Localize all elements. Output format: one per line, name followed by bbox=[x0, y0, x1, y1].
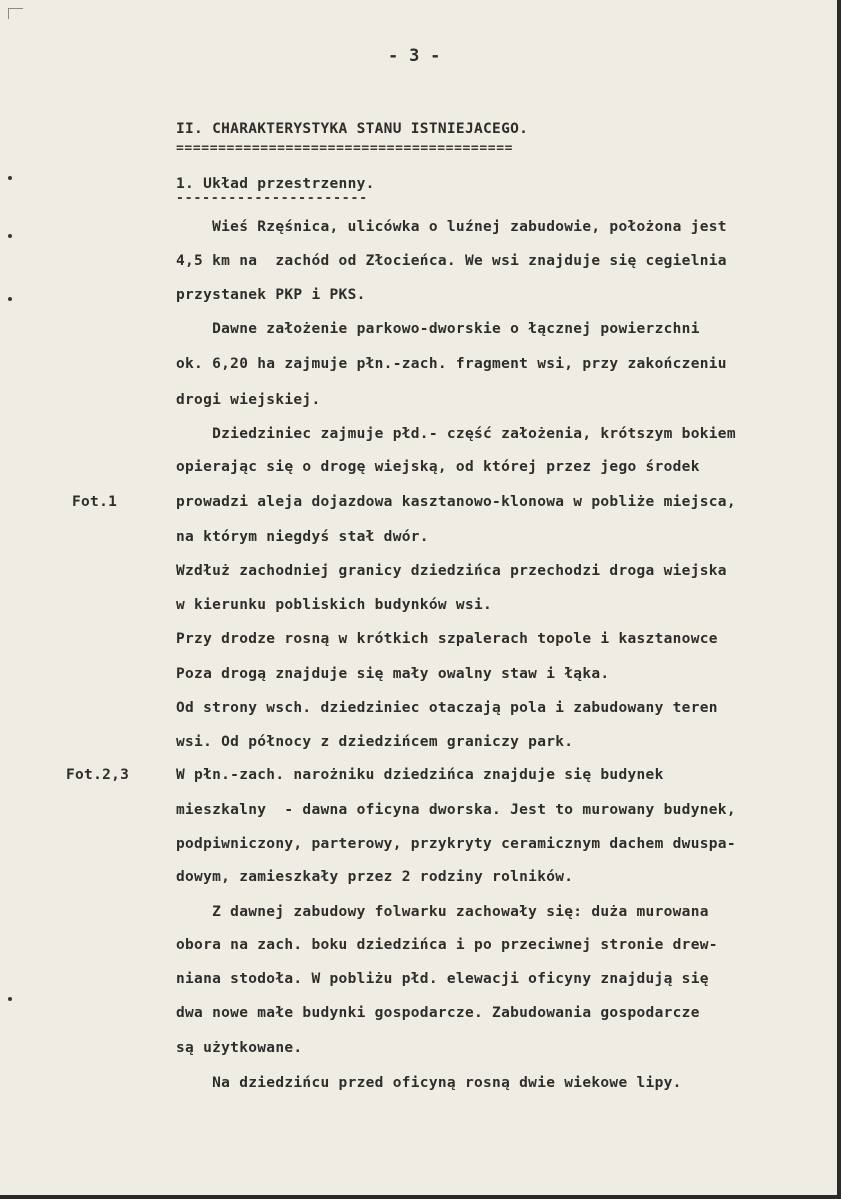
text-line: Na dziedzińcu przed oficyną rosną dwie wiekowe lipy. bbox=[176, 1075, 682, 1091]
margin-dot bbox=[8, 297, 12, 301]
section-title-underline: ======================================== bbox=[176, 141, 514, 156]
text-line: wsi. Od północy z dziedzińcem graniczy park. bbox=[176, 734, 574, 750]
text-line: na którym niegdyś stał dwór. bbox=[176, 529, 429, 545]
text-line: Poza drogą znajduje się mały owalny staw i łąka. bbox=[176, 666, 610, 682]
text-line: mieszkalny - dawna oficyna dworska. Jest to murowany budynek, bbox=[176, 802, 736, 818]
section-title: II. CHARAKTERYSTYKA STANU ISTNIEJACEGO. bbox=[176, 121, 529, 137]
text-line: Przy drodze rosną w krótkich szpalerach topole i kasztanowce bbox=[176, 631, 718, 647]
page-number: - 3 - bbox=[388, 46, 441, 66]
text-line: opierając się o drogę wiejską, od której przez jego środek bbox=[176, 459, 700, 475]
text-line: w kierunku pobliskich budynków wsi. bbox=[176, 597, 493, 613]
margin-note-fot23: Fot.2,3 bbox=[66, 767, 130, 783]
text-line: są użytkowane. bbox=[176, 1040, 303, 1056]
text-line: Z dawnej zabudowy folwarku zachowały się: duża murowana bbox=[176, 904, 709, 920]
text-line: Wieś Rzęśnica, ulicówka o luźnej zabudowie, położona jest bbox=[176, 219, 727, 235]
margin-note-fot1: Fot.1 bbox=[72, 494, 118, 510]
text-line: przystanek PKP i PKS. bbox=[176, 287, 366, 303]
margin-dot bbox=[8, 234, 12, 238]
text-line: niana stodoła. W pobliżu płd. elewacji oficyny znajdują się bbox=[176, 971, 709, 987]
subsection-title: 1. Układ przestrzenny. bbox=[176, 176, 375, 192]
text-line: 4,5 km na zachód od Złocieńca. We wsi znajduje się cegielnia bbox=[176, 253, 727, 269]
text-line: W płn.-zach. narożniku dziedzińca znajduje się budynek bbox=[176, 767, 664, 783]
text-line: dwa nowe małe budynki gospodarcze. Zabudowania gospodarcze bbox=[176, 1005, 700, 1021]
text-line: drogi wiejskiej. bbox=[176, 392, 321, 408]
text-line: ok. 6,20 ha zajmuje płn.-zach. fragment wsi, przy zakończeniu bbox=[176, 356, 727, 372]
text-line: obora na zach. boku dziedzińca i po przeciwnej stronie drew- bbox=[176, 937, 718, 953]
text-line: prowadzi aleja dojazdowa kasztanowo-klonowa w pobliże miejsca, bbox=[176, 494, 736, 510]
text-line: Dawne założenie parkowo-dworskie o łącznej powierzchni bbox=[176, 321, 700, 337]
text-line: Wzdłuż zachodniej granicy dziedzińca przechodzi droga wiejska bbox=[176, 563, 727, 579]
text-line: Dziedziniec zajmuje płd.- część założenia, krótszym bokiem bbox=[176, 426, 736, 442]
margin-dot bbox=[8, 176, 12, 180]
text-line: Od strony wsch. dziedziniec otaczają pola i zabudowany teren bbox=[176, 700, 718, 716]
subsection-title-underline: ---------------------- bbox=[176, 191, 368, 206]
scan-corner-mark bbox=[8, 8, 23, 19]
text-line: podpiwniczony, parterowy, przykryty ceramicznym dachem dwuspa- bbox=[176, 836, 736, 852]
margin-dot bbox=[8, 997, 12, 1001]
text-line: dowym, zamieszkały przez 2 rodziny rolników. bbox=[176, 869, 574, 885]
